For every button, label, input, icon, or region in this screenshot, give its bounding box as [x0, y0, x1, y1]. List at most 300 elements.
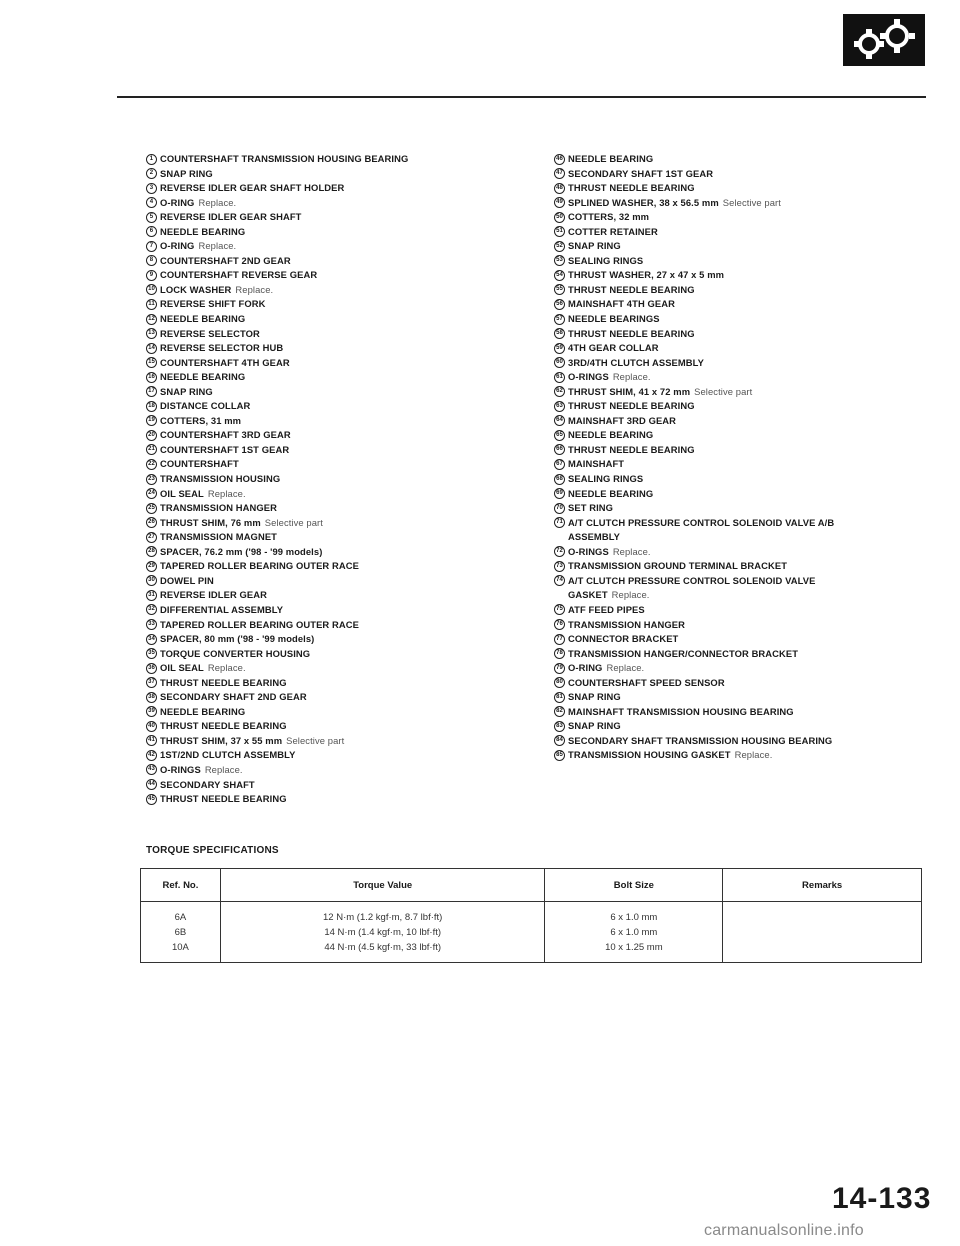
item-number: 32 [146, 604, 157, 615]
item-number: 39 [146, 706, 157, 717]
item-name: SNAP RING [160, 385, 213, 397]
item-name: TRANSMISSION HOUSING GASKET [568, 749, 731, 761]
item-number: 66 [554, 444, 565, 455]
item-text [160, 487, 246, 502]
item-text [160, 225, 245, 240]
item-number: 53 [554, 255, 565, 266]
item-number: 42 [146, 750, 157, 761]
torque-table-header-row [141, 869, 922, 902]
item-note: Replace. [612, 371, 651, 383]
item-text [568, 647, 798, 662]
item-text [568, 210, 649, 225]
parts-list-item [146, 399, 526, 414]
item-text [160, 457, 239, 472]
item-text [160, 167, 213, 182]
item-name: COTTERS, 32 mm [568, 211, 650, 223]
parts-list-item [146, 501, 526, 516]
parts-list-item [554, 676, 934, 691]
parts-list-item [146, 283, 526, 298]
item-text [160, 719, 287, 734]
item-number: 43 [146, 764, 157, 775]
item-note: Selective part [722, 196, 781, 208]
parts-list-item [146, 356, 526, 371]
item-text [160, 501, 277, 516]
parts-list-item [554, 734, 934, 749]
parts-list-item [554, 239, 934, 254]
item-name: COUNTERSHAFT 1ST GEAR [160, 443, 290, 455]
ref-no-cell [141, 902, 221, 963]
item-name: THRUST NEEDLE BEARING [568, 327, 695, 339]
item-number: 46 [554, 154, 565, 165]
item-number: 76 [554, 619, 565, 630]
item-name: MAINSHAFT [568, 458, 625, 470]
item-text [568, 167, 713, 182]
item-name: COUNTERSHAFT SPEED SENSOR [568, 676, 725, 688]
item-name: NEEDLE BEARINGS [568, 313, 660, 325]
item-name: MAINSHAFT 3RD GEAR [568, 414, 677, 426]
parts-list-item [554, 283, 934, 298]
item-note: Replace. [198, 240, 237, 252]
item-number: 18 [146, 401, 157, 412]
item-name: O-RING [160, 240, 195, 252]
item-name: COTTERS, 31 mm [160, 414, 242, 426]
item-text [160, 690, 307, 705]
item-number: 17 [146, 386, 157, 397]
torque-specifications-title: TORQUE SPECIFICATIONS [146, 845, 279, 856]
item-name: TORQUE CONVERTER HOUSING [160, 647, 311, 659]
item-number: 13 [146, 328, 157, 339]
parts-list-item [146, 239, 526, 254]
parts-list-item [554, 210, 934, 225]
parts-list-item [554, 632, 934, 647]
item-number: 36 [146, 663, 157, 674]
item-name: O-RINGS [568, 545, 609, 557]
item-number: 11 [146, 299, 157, 310]
item-name: 4TH GEAR COLLAR [568, 342, 659, 354]
item-text [568, 690, 621, 705]
parts-list-item [554, 414, 934, 429]
item-number: 54 [554, 270, 565, 281]
item-note: Replace. [612, 545, 651, 557]
torque-value: 44 N·m (4.5 kgf·m, 33 lbf·ft) [324, 941, 442, 953]
item-name: TRANSMISSION HANGER/CONNECTOR BRACKET [568, 647, 799, 659]
item-number: 74 [554, 575, 565, 586]
parts-list-item [146, 254, 526, 269]
item-text [160, 196, 236, 211]
item-name: TRANSMISSION HANGER [160, 502, 278, 514]
item-note: Replace. [204, 763, 243, 775]
bolt-size-value: 6 x 1.0 mm [610, 911, 658, 923]
item-number: 10 [146, 284, 157, 295]
item-text [160, 778, 255, 793]
item-text [160, 268, 317, 283]
parts-list-item [146, 385, 526, 400]
item-name: DISTANCE COLLAR [160, 400, 251, 412]
item-text [568, 574, 815, 603]
parts-list-item [146, 225, 526, 240]
item-number: 73 [554, 561, 565, 572]
item-name: THRUST NEEDLE BEARING [160, 676, 287, 688]
item-text [568, 632, 678, 647]
item-name: THRUST NEEDLE BEARING [160, 720, 287, 732]
item-number: 55 [554, 284, 565, 295]
parts-list-item [146, 210, 526, 225]
header-remarks: Remarks [723, 869, 922, 902]
item-number: 19 [146, 415, 157, 426]
parts-list-item [146, 792, 526, 807]
item-name: TRANSMISSION HOUSING [160, 473, 281, 485]
item-text [568, 516, 834, 545]
torque-table [140, 868, 922, 963]
bolt-size-value: 6 x 1.0 mm [610, 926, 658, 938]
watermark-text: carmanualsonline.info [704, 1222, 864, 1239]
item-number: 57 [554, 314, 565, 325]
item-name: SPLINED WASHER, 38 x 56.5 mm [568, 196, 719, 208]
item-text [160, 705, 245, 720]
item-number: 64 [554, 415, 565, 426]
bolt-size-value: 10 x 1.25 mm [605, 941, 663, 953]
item-number: 50 [554, 212, 565, 223]
parts-list-item [554, 501, 934, 516]
parts-list-item [554, 167, 934, 182]
parts-list-item [146, 545, 526, 560]
item-name: COUNTERSHAFT TRANSMISSION HOUSING BEARING [160, 153, 409, 164]
item-name: THRUST NEEDLE BEARING [160, 793, 287, 805]
parts-list-item [554, 152, 934, 167]
item-name: MAINSHAFT 4TH GEAR [568, 298, 676, 310]
item-name: TAPERED ROLLER BEARING OUTER RACE [160, 560, 359, 572]
item-text [160, 792, 287, 807]
item-number: 51 [554, 226, 565, 237]
item-number: 59 [554, 343, 565, 354]
item-name: THRUST NEEDLE BEARING [568, 443, 695, 455]
item-number: 30 [146, 575, 157, 586]
item-text [568, 297, 675, 312]
parts-list-item [554, 472, 934, 487]
bolt-size-cell [545, 902, 723, 963]
item-text [568, 719, 621, 734]
item-name: REVERSE SHIFT FORK [160, 298, 266, 310]
parts-list-item [146, 618, 526, 633]
item-text [568, 225, 658, 240]
item-number: 71 [554, 517, 565, 528]
parts-list-item [146, 647, 526, 662]
parts-list-item [146, 181, 526, 196]
parts-list-item [146, 428, 526, 443]
item-name: MAINSHAFT TRANSMISSION HOUSING BEARING [568, 705, 794, 717]
item-number: 7 [146, 241, 157, 252]
item-name: THRUST SHIM, 41 x 72 mm [568, 385, 691, 397]
item-name: 3RD/4TH CLUTCH ASSEMBLY [568, 356, 704, 368]
item-number: 1 [146, 154, 157, 165]
ref-no-value: 6A [174, 911, 187, 923]
item-text [160, 748, 295, 763]
item-name: SECONDARY SHAFT 1ST GEAR [568, 167, 714, 179]
parts-list-item [146, 516, 526, 531]
item-text [160, 312, 245, 327]
item-text [568, 283, 695, 298]
item-text [568, 428, 653, 443]
item-text [160, 763, 243, 778]
item-number: 16 [146, 372, 157, 383]
item-number: 58 [554, 328, 565, 339]
item-number: 61 [554, 372, 565, 383]
item-text [568, 181, 695, 196]
item-number: 25 [146, 503, 157, 514]
parts-list-item [146, 341, 526, 356]
item-text [568, 618, 685, 633]
item-text [568, 385, 752, 400]
parts-list-item [554, 516, 934, 545]
item-name: COUNTERSHAFT 3RD GEAR [160, 429, 291, 441]
item-text [568, 327, 695, 342]
item-text [568, 676, 725, 691]
item-number: 70 [554, 503, 565, 514]
item-name: LOCK WASHER [160, 283, 232, 295]
item-number: 37 [146, 677, 157, 688]
item-number: 65 [554, 430, 565, 441]
item-name: COUNTERSHAFT [160, 458, 239, 470]
item-text [160, 152, 408, 167]
item-text [568, 443, 695, 458]
parts-list-item [146, 676, 526, 691]
item-name: COUNTERSHAFT REVERSE GEAR [160, 269, 318, 281]
item-number: 22 [146, 459, 157, 470]
parts-list-left [146, 152, 526, 807]
item-number: 2 [146, 168, 157, 179]
torque-value: 12 N·m (1.2 kgf·m, 8.7 lbf·ft) [323, 911, 443, 923]
item-name: O-RING [160, 196, 195, 208]
item-text [160, 618, 359, 633]
item-number: 31 [146, 590, 157, 601]
item-text [160, 283, 273, 298]
item-name: TRANSMISSION HANGER [568, 618, 686, 630]
item-name: THRUST SHIM, 37 x 55 mm [160, 734, 283, 746]
item-text [160, 428, 291, 443]
item-number: 69 [554, 488, 565, 499]
item-number: 27 [146, 532, 157, 543]
item-name: SNAP RING [568, 240, 621, 252]
parts-list-item [146, 559, 526, 574]
item-note: Replace. [207, 662, 246, 674]
parts-list-item [554, 618, 934, 633]
item-name-continued: GASKET [568, 589, 608, 601]
item-number: 26 [146, 517, 157, 528]
parts-list-item [554, 545, 934, 560]
remarks-cell [723, 902, 922, 963]
item-name: NEEDLE BEARING [568, 153, 654, 164]
item-text [160, 545, 322, 560]
item-name: TAPERED ROLLER BEARING OUTER RACE [160, 618, 359, 630]
item-name: OIL SEAL [160, 662, 204, 674]
item-number: 3 [146, 183, 157, 194]
item-note: Replace. [198, 196, 237, 208]
item-text [568, 239, 621, 254]
item-text [160, 574, 214, 589]
item-name: 1ST/2ND CLUTCH ASSEMBLY [160, 749, 296, 761]
item-name: TRANSMISSION MAGNET [160, 531, 278, 543]
parts-list-item [554, 225, 934, 240]
item-text [568, 399, 695, 414]
item-name: THRUST NEEDLE BEARING [568, 400, 695, 412]
item-text [568, 705, 794, 720]
item-name: A/T CLUTCH PRESSURE CONTROL SOLENOID VALVE [568, 574, 816, 586]
item-number: 48 [554, 183, 565, 194]
item-name: REVERSE IDLER GEAR SHAFT HOLDER [160, 182, 345, 194]
parts-list-item [146, 152, 526, 167]
item-name: SECONDARY SHAFT 2ND GEAR [160, 691, 307, 703]
parts-list-item [554, 748, 934, 763]
item-text [160, 559, 359, 574]
item-name: THRUST SHIM, 76 mm [160, 516, 261, 528]
parts-list-item [554, 254, 934, 269]
item-number: 81 [554, 692, 565, 703]
item-text [568, 341, 659, 356]
item-number: 40 [146, 721, 157, 732]
item-number: 63 [554, 401, 565, 412]
item-number: 84 [554, 735, 565, 746]
parts-list-item [554, 196, 934, 211]
item-name: NEEDLE BEARING [160, 225, 246, 237]
item-name: SNAP RING [160, 167, 213, 179]
item-number: 80 [554, 677, 565, 688]
parts-list-item [146, 734, 526, 749]
ref-no-value: 10A [171, 941, 189, 953]
gears-icon [843, 14, 925, 66]
item-number: 23 [146, 474, 157, 485]
parts-list-item [554, 428, 934, 443]
torque-value: 14 N·m (1.4 kgf·m, 10 lbf·ft) [324, 926, 442, 938]
header-bolt-size: Bolt Size [545, 869, 723, 902]
header-torque-value: Torque Value [220, 869, 545, 902]
parts-list-item [554, 370, 934, 385]
parts-list-item [554, 341, 934, 356]
item-name: O-RINGS [160, 763, 201, 775]
item-text [160, 661, 246, 676]
parts-list-item [146, 690, 526, 705]
item-number: 79 [554, 663, 565, 674]
item-note: Replace. [235, 283, 274, 295]
item-name: O-RINGS [568, 371, 609, 383]
item-name: SET RING [568, 502, 614, 514]
item-name: NEEDLE BEARING [160, 705, 246, 717]
parts-list-item [554, 603, 934, 618]
parts-list-item [146, 705, 526, 720]
item-number: 72 [554, 546, 565, 557]
item-name: REVERSE SELECTOR HUB [160, 342, 284, 354]
parts-list-item [554, 268, 934, 283]
item-name: THRUST WASHER, 27 x 47 x 5 mm [568, 269, 725, 281]
item-note: Replace. [207, 487, 246, 499]
item-text [568, 603, 645, 618]
item-number: 15 [146, 357, 157, 368]
item-text [160, 734, 344, 749]
parts-list-item [554, 574, 934, 603]
parts-list-item [146, 312, 526, 327]
item-number: 34 [146, 634, 157, 645]
item-note: Replace. [606, 662, 645, 674]
parts-list-item [146, 574, 526, 589]
item-name: COTTER RETAINER [568, 225, 658, 237]
item-name: SECONDARY SHAFT [160, 778, 255, 790]
item-name: ATF FEED PIPES [568, 603, 645, 615]
item-text [568, 501, 613, 516]
item-name: NEEDLE BEARING [160, 313, 246, 325]
parts-list-right [554, 152, 934, 763]
item-number: 47 [554, 168, 565, 179]
parts-list-item [554, 647, 934, 662]
parts-list-item [146, 196, 526, 211]
parts-list-item [554, 487, 934, 502]
ref-no-value: 6B [174, 926, 187, 938]
parts-list-item [146, 763, 526, 778]
item-number: 52 [554, 241, 565, 252]
parts-list-item [146, 414, 526, 429]
parts-list-item [146, 778, 526, 793]
item-number: 56 [554, 299, 565, 310]
item-number: 20 [146, 430, 157, 441]
parts-list-item [146, 588, 526, 603]
item-name: A/T CLUTCH PRESSURE CONTROL SOLENOID VALVE A/B [568, 516, 835, 528]
item-text [568, 414, 676, 429]
item-note: Selective part [286, 734, 345, 746]
item-text [568, 152, 653, 167]
item-name: TRANSMISSION GROUND TERMINAL BRACKET [568, 560, 788, 572]
item-text [160, 210, 301, 225]
item-name: NEEDLE BEARING [160, 371, 246, 383]
item-number: 85 [554, 750, 565, 761]
item-text [568, 545, 651, 560]
item-number: 77 [554, 634, 565, 645]
item-text [160, 385, 213, 400]
parts-list-item [554, 457, 934, 472]
item-number: 38 [146, 692, 157, 703]
item-text [160, 603, 283, 618]
item-name: SEALING RINGS [568, 473, 644, 485]
item-text [160, 588, 267, 603]
parts-list-item [146, 327, 526, 342]
item-text [568, 196, 781, 211]
item-name: CONNECTOR BRACKET [568, 633, 679, 645]
item-name: DIFFERENTIAL ASSEMBLY [160, 603, 284, 615]
item-name: DOWEL PIN [160, 574, 214, 586]
item-text [160, 516, 323, 531]
item-number: 83 [554, 721, 565, 732]
item-text [160, 239, 236, 254]
parts-list-item [554, 719, 934, 734]
item-text [160, 254, 291, 269]
item-text [568, 559, 787, 574]
item-text [160, 414, 241, 429]
item-number: 62 [554, 386, 565, 397]
page-number: 14-133 [832, 1182, 932, 1215]
item-name: NEEDLE BEARING [568, 429, 654, 441]
parts-list-item [554, 559, 934, 574]
item-text [160, 647, 310, 662]
item-name: SNAP RING [568, 691, 621, 703]
item-number: 33 [146, 619, 157, 630]
item-name: REVERSE IDLER GEAR [160, 589, 268, 601]
parts-list-item [554, 399, 934, 414]
item-name: SPACER, 80 mm ('98 - '99 models) [160, 633, 315, 645]
parts-list-item [146, 268, 526, 283]
item-text [568, 661, 644, 676]
item-name-continued: ASSEMBLY [568, 531, 621, 543]
item-text [160, 370, 245, 385]
item-text [568, 487, 653, 502]
item-number: 35 [146, 648, 157, 659]
item-name: THRUST NEEDLE BEARING [568, 283, 695, 295]
